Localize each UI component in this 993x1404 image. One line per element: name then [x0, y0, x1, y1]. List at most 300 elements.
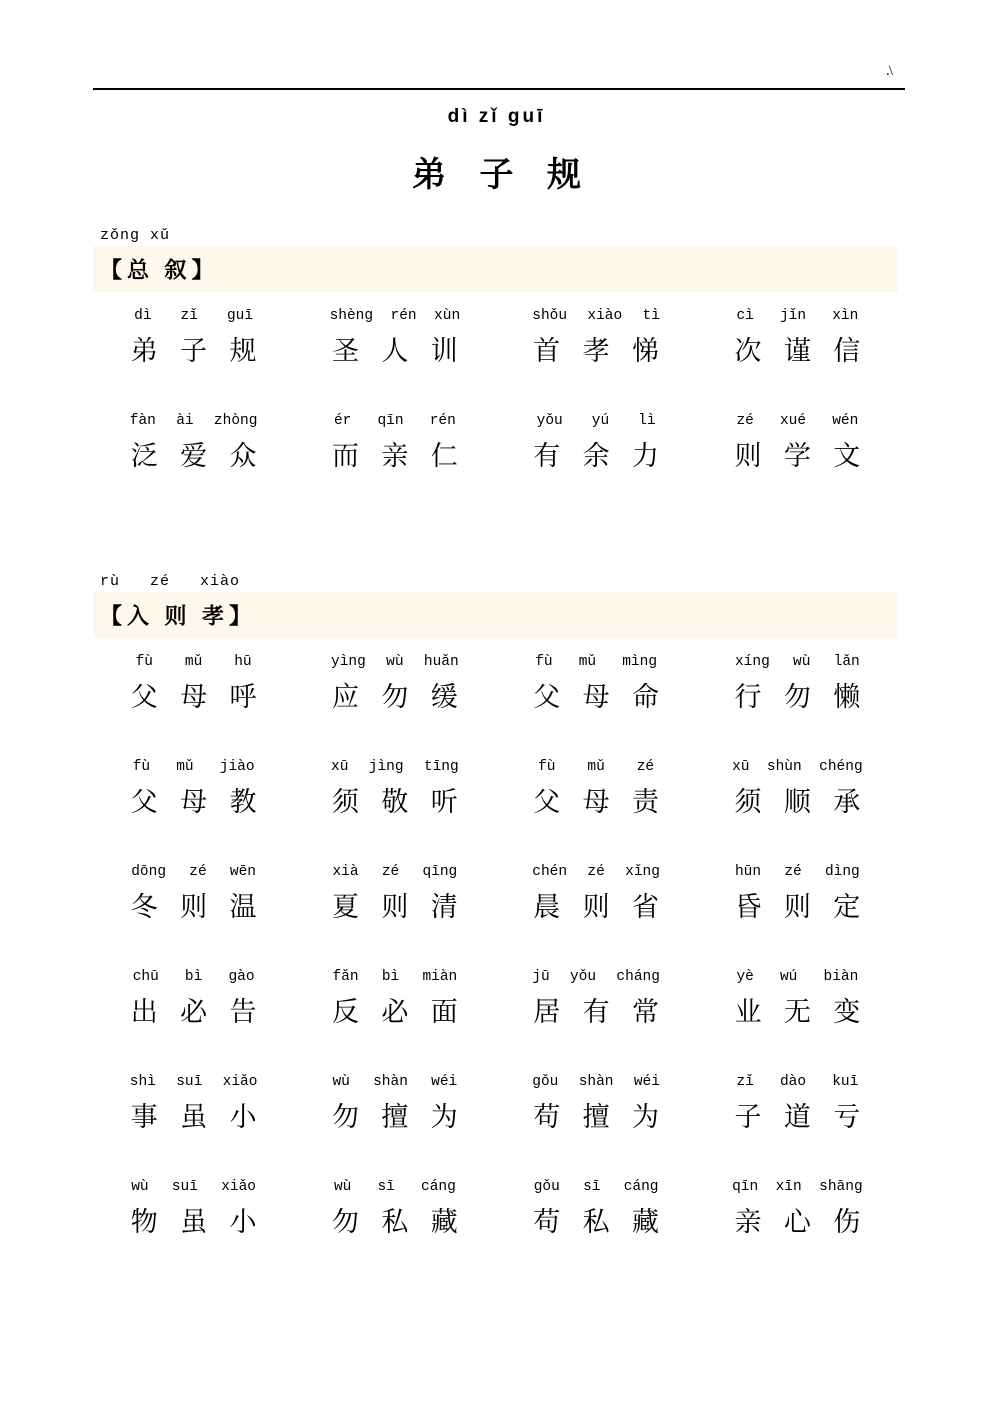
phrase-hanzi-row — [723, 783, 871, 821]
hanzi-character: 母 — [180, 787, 208, 817]
phrase-pinyin-row — [321, 1072, 469, 1092]
hanzi-character: 子 — [734, 1102, 762, 1132]
pinyin-syllable: dì — [134, 308, 152, 324]
phrase-pinyin-row — [723, 967, 871, 987]
verse-phrase — [697, 638, 898, 743]
phrase-pinyin-row — [120, 652, 268, 672]
section-heading-title: 【入 则 孝】 — [100, 603, 257, 629]
pinyin-syllable: dōng — [131, 864, 167, 880]
phrase-hanzi-row — [522, 332, 670, 370]
verse-phrase — [496, 743, 697, 848]
hanzi-character: 勿 — [381, 682, 409, 712]
pinyin-syllable: gǒu — [533, 1179, 560, 1195]
verse-row — [93, 848, 898, 953]
phrase-hanzi-row — [522, 1098, 670, 1136]
verse-phrase — [93, 638, 294, 743]
pinyin-syllable: zé — [189, 864, 207, 880]
verse-phrase — [697, 397, 898, 502]
header-divider-rule — [93, 88, 905, 90]
phrase-pinyin-row — [723, 1072, 871, 1092]
phrase-hanzi-row — [522, 993, 670, 1031]
phrase-pinyin-row — [120, 862, 268, 882]
phrase-hanzi-row — [321, 1098, 469, 1136]
verse-phrase — [697, 1163, 898, 1268]
verse-phrase — [496, 1058, 697, 1163]
phrase-pinyin-row — [522, 967, 670, 987]
pinyin-syllable: dìng — [824, 864, 860, 880]
hanzi-character: 顺 — [783, 787, 811, 817]
section-heading-pinyin: rù zé xiào — [100, 573, 241, 590]
hanzi-character: 定 — [833, 892, 861, 922]
verse-phrase — [496, 848, 697, 953]
hanzi-character: 则 — [783, 892, 811, 922]
phrase-pinyin-row — [522, 1177, 670, 1197]
hanzi-character: 学 — [783, 441, 811, 471]
hanzi-character: 苟 — [533, 1102, 561, 1132]
pinyin-syllable: mǔ — [176, 759, 194, 775]
hanzi-character: 母 — [582, 682, 610, 712]
verse-phrase — [496, 638, 697, 743]
hanzi-character: 冬 — [130, 892, 158, 922]
hanzi-character: 圣 — [332, 336, 360, 366]
phrase-pinyin-row — [723, 652, 871, 672]
verse-phrase — [496, 953, 697, 1058]
hanzi-character: 夏 — [332, 892, 360, 922]
pinyin-syllable: lì — [638, 413, 656, 429]
hanzi-character: 懒 — [833, 682, 861, 712]
pinyin-syllable: huǎn — [423, 654, 459, 670]
hanzi-character: 命 — [631, 682, 659, 712]
pinyin-syllable: tì — [642, 308, 660, 324]
hanzi-character: 须 — [332, 787, 360, 817]
hanzi-character: 孝 — [582, 336, 610, 366]
hanzi-character: 余 — [582, 441, 610, 471]
pinyin-syllable: ài — [176, 413, 194, 429]
verse-phrase — [294, 397, 495, 502]
hanzi-character: 伤 — [833, 1207, 861, 1237]
pinyin-syllable: mǔ — [578, 654, 597, 670]
pinyin-syllable: cáng — [623, 1179, 659, 1195]
pinyin-syllable: suī — [176, 1074, 203, 1090]
pinyin-syllable: hūn — [734, 864, 762, 880]
section-1 — [0, 226, 993, 502]
pinyin-syllable: lǎn — [833, 654, 860, 670]
pinyin-syllable: cháng — [616, 969, 660, 985]
verse-phrase — [697, 292, 898, 397]
phrase-hanzi-row — [723, 888, 871, 926]
verse-phrase — [294, 292, 495, 397]
hanzi-character: 必 — [180, 997, 208, 1027]
hanzi-character: 父 — [130, 787, 158, 817]
pinyin-syllable: xiǎo — [221, 1179, 256, 1195]
pinyin-syllable: wéi — [431, 1074, 458, 1090]
hanzi-character: 文 — [833, 441, 861, 471]
pinyin-syllable: fù — [132, 759, 151, 775]
pinyin-syllable: cáng — [421, 1179, 456, 1195]
pinyin-syllable: xià — [332, 864, 359, 880]
pinyin-syllable: gǒu — [532, 1074, 559, 1090]
pinyin-syllable: jiào — [219, 759, 255, 775]
hanzi-character: 道 — [783, 1102, 811, 1132]
hanzi-character: 居 — [533, 997, 561, 1027]
hanzi-character: 藏 — [430, 1207, 458, 1237]
phrase-pinyin-row — [522, 1072, 670, 1092]
hanzi-character: 人 — [381, 336, 409, 366]
hanzi-character: 众 — [229, 441, 257, 471]
pinyin-syllable: zǐ — [180, 308, 198, 324]
hanzi-character: 小 — [229, 1207, 257, 1237]
pinyin-syllable: wù — [131, 1179, 149, 1195]
hanzi-character: 父 — [130, 682, 158, 712]
verse-phrase — [294, 1058, 495, 1163]
document-title-hanzi: 弟 子 规 — [412, 156, 593, 194]
pinyin-syllable: mìng — [622, 654, 658, 670]
hanzi-character: 事 — [130, 1102, 158, 1132]
hanzi-character: 听 — [430, 787, 458, 817]
verse-phrase — [93, 1163, 294, 1268]
phrase-hanzi-row — [321, 678, 469, 716]
hanzi-character: 勿 — [783, 682, 811, 712]
verse-phrase — [93, 848, 294, 953]
verse-phrase — [294, 743, 495, 848]
phrase-hanzi-row — [321, 888, 469, 926]
hanzi-character: 承 — [833, 787, 861, 817]
phrase-pinyin-row — [120, 411, 268, 431]
hanzi-character: 母 — [180, 682, 208, 712]
pinyin-syllable: sī — [583, 1179, 601, 1195]
pinyin-syllable: qīn — [732, 1179, 759, 1195]
phrase-hanzi-row — [522, 783, 670, 821]
phrase-pinyin-row — [723, 757, 871, 777]
hanzi-character: 训 — [430, 336, 458, 366]
hanzi-character: 泛 — [130, 441, 158, 471]
verse-phrase — [294, 638, 495, 743]
hanzi-character: 力 — [631, 441, 659, 471]
verse-phrase — [93, 397, 294, 502]
phrase-hanzi-row — [723, 1098, 871, 1136]
phrase-hanzi-row — [120, 783, 268, 821]
phrase-hanzi-row — [321, 332, 469, 370]
pinyin-syllable: sī — [377, 1179, 395, 1195]
phrase-pinyin-row — [321, 1177, 469, 1197]
verse-list — [93, 292, 898, 502]
hanzi-character: 缓 — [430, 682, 458, 712]
hanzi-character: 亏 — [833, 1102, 861, 1132]
hanzi-character: 亲 — [381, 441, 409, 471]
pinyin-syllable: shàn — [373, 1074, 408, 1090]
hanzi-character: 面 — [430, 997, 458, 1027]
verse-row — [93, 1163, 898, 1268]
pinyin-syllable: rén — [429, 413, 456, 429]
hanzi-character: 信 — [833, 336, 861, 366]
hanzi-character: 而 — [332, 441, 360, 471]
pinyin-syllable: fù — [538, 759, 556, 775]
hanzi-character: 昏 — [734, 892, 762, 922]
pinyin-syllable: fàn — [129, 413, 156, 429]
phrase-hanzi-row — [120, 1203, 268, 1241]
section-heading-band — [93, 246, 898, 292]
pinyin-syllable: wú — [779, 969, 798, 985]
hanzi-character: 业 — [734, 997, 762, 1027]
verse-phrase — [496, 292, 697, 397]
pinyin-syllable: yǒu — [570, 969, 597, 985]
hanzi-character: 敬 — [381, 787, 409, 817]
phrase-pinyin-row — [321, 306, 469, 326]
verse-phrase — [294, 953, 495, 1058]
phrase-pinyin-row — [723, 1177, 871, 1197]
pinyin-syllable: shàn — [578, 1074, 614, 1090]
pinyin-syllable: hū — [234, 654, 252, 670]
phrase-pinyin-row — [723, 306, 871, 326]
page-corner-mark: .\ — [886, 63, 892, 79]
hanzi-character: 则 — [381, 892, 409, 922]
pinyin-syllable: yè — [736, 969, 754, 985]
pinyin-syllable: shāng — [819, 1179, 863, 1195]
verse-phrase — [697, 848, 898, 953]
phrase-pinyin-row — [522, 306, 670, 326]
section-heading-title: 【总 叙】 — [100, 257, 219, 283]
pinyin-syllable: wēn — [229, 864, 256, 880]
hanzi-character: 物 — [130, 1207, 158, 1237]
pinyin-syllable: bì — [184, 969, 203, 985]
phrase-pinyin-row — [522, 652, 670, 672]
hanzi-character: 行 — [734, 682, 762, 712]
verse-phrase — [496, 1163, 697, 1268]
pinyin-syllable: zé — [784, 864, 802, 880]
phrase-hanzi-row — [120, 888, 268, 926]
hanzi-character: 晨 — [533, 892, 561, 922]
phrase-pinyin-row — [321, 862, 469, 882]
pinyin-syllable: zé — [736, 413, 754, 429]
pinyin-syllable: fù — [535, 654, 553, 670]
pinyin-syllable: xué — [779, 413, 807, 429]
verse-row — [93, 743, 898, 848]
pinyin-syllable: cì — [736, 308, 754, 324]
pinyin-syllable: zé — [381, 864, 400, 880]
pinyin-syllable: xū — [732, 759, 750, 775]
hanzi-character: 常 — [631, 997, 659, 1027]
hanzi-character: 苟 — [533, 1207, 561, 1237]
verse-phrase — [294, 848, 495, 953]
pinyin-syllable: wù — [793, 654, 811, 670]
phrase-pinyin-row — [120, 1177, 268, 1197]
pinyin-syllable: shì — [129, 1074, 156, 1090]
hanzi-character: 则 — [582, 892, 610, 922]
hanzi-character: 告 — [229, 997, 257, 1027]
hanzi-character: 弟 — [130, 336, 158, 366]
hanzi-character: 为 — [430, 1102, 458, 1132]
pinyin-syllable: zǐ — [736, 1074, 754, 1090]
pinyin-syllable: miàn — [422, 969, 458, 985]
hanzi-character: 出 — [130, 997, 158, 1027]
pinyin-syllable: zé — [636, 759, 655, 775]
pinyin-syllable: qīn — [377, 413, 404, 429]
hanzi-character: 必 — [381, 997, 409, 1027]
phrase-hanzi-row — [723, 678, 871, 716]
hanzi-character: 小 — [229, 1102, 257, 1132]
phrase-hanzi-row — [723, 993, 871, 1031]
verse-phrase — [294, 1163, 495, 1268]
hanzi-character: 勿 — [332, 1102, 360, 1132]
phrase-hanzi-row — [522, 678, 670, 716]
hanzi-character: 擅 — [381, 1102, 409, 1132]
hanzi-character: 私 — [582, 1207, 610, 1237]
verse-row — [93, 292, 898, 397]
hanzi-character: 责 — [631, 787, 659, 817]
verse-phrase — [697, 1058, 898, 1163]
hanzi-character: 规 — [229, 336, 257, 366]
phrase-pinyin-row — [321, 757, 469, 777]
document-title-pinyin: dì zǐ guī — [447, 106, 546, 127]
pinyin-syllable: suī — [171, 1179, 198, 1195]
hanzi-character: 省 — [631, 892, 659, 922]
hanzi-character: 藏 — [631, 1207, 659, 1237]
verse-phrase — [697, 953, 898, 1058]
pinyin-syllable: wù — [386, 654, 404, 670]
section-heading-pinyin: zǒng xǔ — [100, 227, 171, 244]
pinyin-syllable: chū — [132, 969, 159, 985]
pinyin-syllable: wén — [832, 413, 859, 429]
phrase-hanzi-row — [321, 437, 469, 475]
pinyin-syllable: chéng — [819, 759, 863, 775]
verse-row — [93, 953, 898, 1058]
pinyin-syllable: yú — [591, 413, 610, 429]
phrase-hanzi-row — [522, 437, 670, 475]
pinyin-syllable: shèng — [329, 308, 374, 324]
pinyin-syllable: xū — [331, 759, 349, 775]
hanzi-character: 为 — [631, 1102, 659, 1132]
verse-list — [93, 638, 898, 1268]
verse-phrase — [496, 397, 697, 502]
phrase-pinyin-row — [120, 306, 268, 326]
pinyin-syllable: rén — [390, 308, 417, 324]
phrase-pinyin-row — [522, 862, 670, 882]
hanzi-character: 温 — [229, 892, 257, 922]
pinyin-syllable: gào — [228, 969, 255, 985]
phrase-hanzi-row — [723, 332, 871, 370]
pinyin-syllable: xìn — [832, 308, 859, 324]
phrase-hanzi-row — [723, 437, 871, 475]
hanzi-character: 则 — [180, 892, 208, 922]
hanzi-character: 首 — [533, 336, 561, 366]
verse-row — [93, 638, 898, 743]
hanzi-character: 须 — [734, 787, 762, 817]
pinyin-syllable: zé — [587, 864, 605, 880]
hanzi-character: 心 — [783, 1207, 811, 1237]
hanzi-character: 仁 — [430, 441, 458, 471]
section-2 — [0, 572, 993, 1268]
phrase-hanzi-row — [522, 888, 670, 926]
pinyin-syllable: biàn — [823, 969, 859, 985]
hanzi-character: 母 — [582, 787, 610, 817]
phrase-pinyin-row — [723, 862, 871, 882]
verse-phrase — [697, 743, 898, 848]
phrase-pinyin-row — [120, 967, 268, 987]
hanzi-character: 应 — [332, 682, 360, 712]
pinyin-syllable: qīng — [422, 864, 458, 880]
pinyin-syllable: guī — [226, 308, 254, 324]
pinyin-syllable: mǔ — [587, 759, 605, 775]
pinyin-syllable: xiǎo — [222, 1074, 258, 1090]
phrase-hanzi-row — [120, 678, 268, 716]
pinyin-syllable: xǐng — [625, 864, 660, 880]
hanzi-character: 虽 — [180, 1102, 208, 1132]
pinyin-syllable: jǐn — [779, 308, 807, 324]
pinyin-syllable: fǎn — [332, 969, 359, 985]
pinyin-syllable: jìng — [368, 759, 404, 775]
pinyin-syllable: jū — [532, 969, 550, 985]
pinyin-syllable: wù — [333, 1179, 352, 1195]
hanzi-character: 父 — [533, 787, 561, 817]
phrase-pinyin-row — [321, 652, 469, 672]
hanzi-character: 次 — [734, 336, 762, 366]
pinyin-syllable: shùn — [766, 759, 802, 775]
hanzi-character: 变 — [833, 997, 861, 1027]
pinyin-syllable: mǔ — [184, 654, 203, 670]
hanzi-character: 谨 — [783, 336, 811, 366]
hanzi-character: 爱 — [180, 441, 208, 471]
pinyin-syllable: fù — [135, 654, 153, 670]
phrase-hanzi-row — [120, 993, 268, 1031]
pinyin-syllable: kuī — [832, 1074, 859, 1090]
document-title-block — [0, 104, 993, 198]
hanzi-character: 父 — [533, 682, 561, 712]
phrase-hanzi-row — [120, 1098, 268, 1136]
phrase-pinyin-row — [522, 757, 670, 777]
phrase-hanzi-row — [120, 437, 268, 475]
verse-phrase — [93, 953, 294, 1058]
phrase-pinyin-row — [120, 757, 268, 777]
pinyin-syllable: wù — [332, 1074, 350, 1090]
pinyin-syllable: wéi — [633, 1074, 660, 1090]
pinyin-syllable: yǒu — [536, 413, 563, 429]
phrase-pinyin-row — [321, 967, 469, 987]
pinyin-syllable: zhòng — [213, 413, 258, 429]
hanzi-character: 擅 — [582, 1102, 610, 1132]
phrase-pinyin-row — [522, 411, 670, 431]
pinyin-syllable: tīng — [423, 759, 459, 775]
pinyin-syllable: bì — [381, 969, 400, 985]
pinyin-syllable: yìng — [331, 654, 366, 670]
phrase-hanzi-row — [522, 1203, 670, 1241]
hanzi-character: 有 — [533, 441, 561, 471]
phrase-hanzi-row — [321, 1203, 469, 1241]
hanzi-character: 私 — [381, 1207, 409, 1237]
pinyin-syllable: xíng — [734, 654, 770, 670]
pinyin-syllable: xīn — [775, 1179, 802, 1195]
pinyin-syllable: chén — [532, 864, 568, 880]
hanzi-character: 呼 — [229, 682, 257, 712]
pinyin-syllable: xùn — [434, 308, 461, 324]
hanzi-character: 无 — [783, 997, 811, 1027]
hanzi-character: 则 — [734, 441, 762, 471]
verse-row — [93, 1058, 898, 1163]
phrase-hanzi-row — [120, 332, 268, 370]
hanzi-character: 清 — [430, 892, 458, 922]
verse-row — [93, 397, 898, 502]
section-heading-band — [93, 592, 898, 638]
hanzi-character: 有 — [582, 997, 610, 1027]
verse-phrase — [93, 743, 294, 848]
pinyin-syllable: xiào — [587, 308, 623, 324]
phrase-pinyin-row — [120, 1072, 268, 1092]
phrase-pinyin-row — [723, 411, 871, 431]
phrase-hanzi-row — [723, 1203, 871, 1241]
verse-phrase — [93, 1058, 294, 1163]
hanzi-character: 亲 — [734, 1207, 762, 1237]
hanzi-character: 虽 — [180, 1207, 208, 1237]
hanzi-character: 教 — [229, 787, 257, 817]
